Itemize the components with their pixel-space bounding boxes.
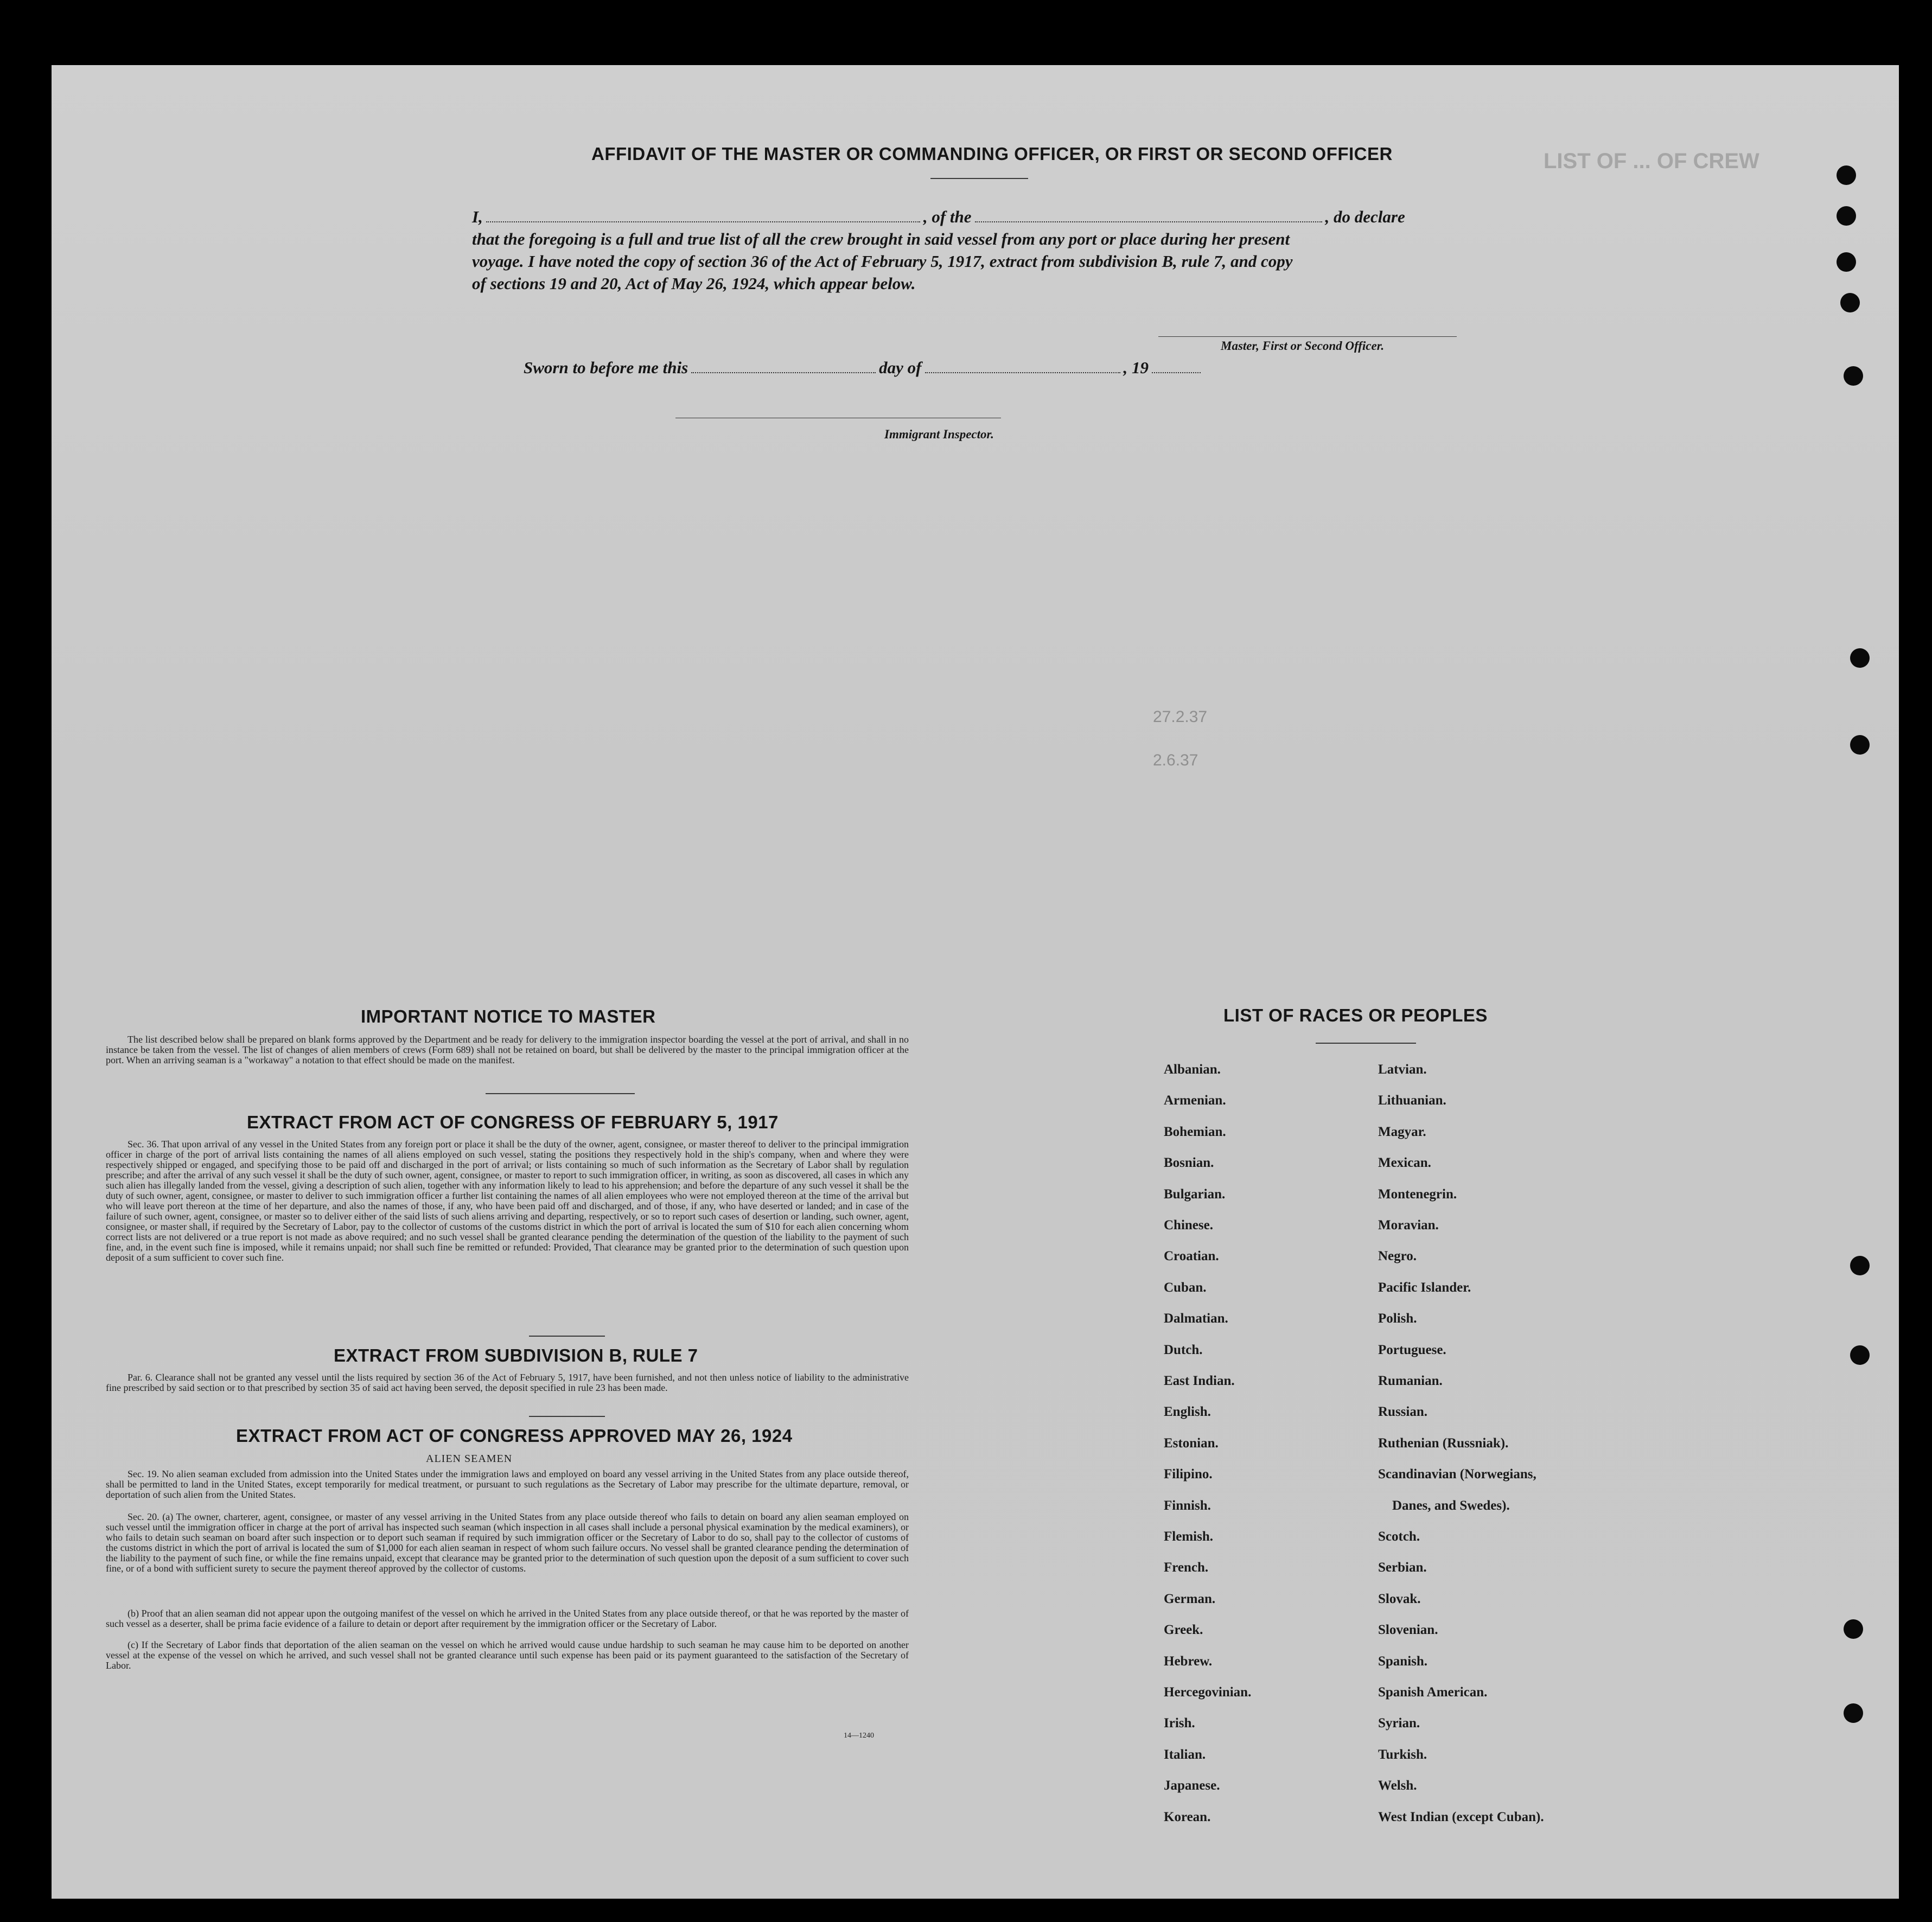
extract-1924-sec20c: (c) If the Secretary of Labor finds that deportation of the alien seaman on the vessel on which he arrived would cause undue hardship to such seaman he may cause him to be deported on another vessel at the expense of the vessel on which he arrived, and such vessel shall not be granted clearance until such expense has been paid or its payment guaranteed to the satisfaction of the Secretary of Labor.	[106, 1639, 909, 1671]
binder-hole	[1850, 1256, 1870, 1275]
race-item: Syrian.	[1378, 1716, 1420, 1731]
race-item: Finnish.	[1164, 1498, 1211, 1513]
races-title: LIST OF RACES OR PEOPLES	[1223, 1005, 1488, 1025]
race-item: Danes, and Swedes).	[1392, 1498, 1510, 1513]
race-item: Pacific Islander.	[1378, 1280, 1471, 1295]
binder-hole	[1837, 165, 1856, 185]
race-item: Ruthenian (Russniak).	[1378, 1435, 1509, 1451]
race-item: Russian.	[1378, 1404, 1428, 1420]
title-rule	[930, 178, 1028, 179]
race-item: Filipino.	[1164, 1467, 1213, 1482]
race-item: Spanish American.	[1378, 1685, 1488, 1700]
declaration-line-2: that the foregoing is a full and true list of all the crew brought in said vessel from any port or place during her present	[472, 229, 1290, 248]
race-item: Dalmatian.	[1164, 1311, 1228, 1326]
race-item: Latvian.	[1378, 1062, 1427, 1077]
race-item: Bohemian.	[1164, 1124, 1226, 1139]
extract-1917-title: EXTRACT FROM ACT OF CONGRESS OF FEBRUARY 5, 1917	[247, 1112, 779, 1132]
sworn-year-blank[interactable]	[1152, 359, 1201, 373]
race-item: Albanian.	[1164, 1062, 1221, 1077]
race-item: West Indian (except Cuban).	[1378, 1809, 1544, 1824]
extract-1924-sec19: Sec. 19. No alien seaman excluded from admission into the United States under the immigration laws and employed on board any vessel arriving in the United States from any place outside thereof, shall be permitted to land in the United States, except temporarily for medical treatment, or pursuant to such regulations as the Secretary of Labor may prescribe for the ultimate departure, removal, or deportation of such alien from the United States.	[106, 1468, 909, 1500]
declaration-declare: , do declare	[1325, 207, 1405, 226]
race-item: Magyar.	[1378, 1124, 1426, 1139]
extract-1924-title: EXTRACT FROM ACT OF CONGRESS APPROVED MAY 26, 1924	[236, 1426, 793, 1446]
sworn-line	[524, 358, 1204, 378]
sworn-month-blank[interactable]	[925, 359, 1120, 373]
binder-hole	[1837, 252, 1856, 272]
declaration-of-the: , of the	[923, 207, 972, 226]
race-item: German.	[1164, 1591, 1216, 1606]
declaration-i: I,	[472, 207, 483, 226]
race-item: Portuguese.	[1378, 1342, 1446, 1357]
binder-hole	[1844, 1703, 1863, 1723]
extract-1924-sec20a: Sec. 20. (a) The owner, charterer, agent, consignee, or master of any vessel arriving in the United States from any place outside thereof who fails to detain on board any alien seaman employed on such vessel until the immigration officer in charge at the port of arrival has inspected such seaman (which inspection in all cases shall include a personal physical examination by the medical examiners), or who fails to detain such seaman on board after such inspection or to deport such seaman if required by such immigration officer or the Secretary of Labor to do so, shall pay to the collector of customs of the customs district in which the port of arrival is located the sum of $1,000 for each alien seaman in respect of whom such failure occurs. No vessel shall be granted clearance pending the determination of the liability to the payment of such fine, or while the fine remains unpaid, except that clearance may be granted prior to the determination of such question upon the deposit of a sum sufficient to cover such fine, or of a bond with sufficient surety to secure the payment thereof approved by the collector of customs.	[106, 1511, 909, 1574]
inspector-label: Immigrant Inspector.	[884, 427, 994, 441]
race-item: Greek.	[1164, 1623, 1203, 1638]
race-item: Bosnian.	[1164, 1155, 1214, 1171]
bleedthrough-date: 2.6.37	[1153, 751, 1198, 769]
bleedthrough-header: LIST OF ... OF CREW	[1544, 149, 1759, 173]
race-item: Montenegrin.	[1378, 1186, 1457, 1202]
race-item: Italian.	[1164, 1747, 1206, 1762]
race-item: Slovak.	[1378, 1591, 1421, 1606]
declaration-line-1	[472, 207, 1405, 227]
race-item: Lithuanian.	[1378, 1093, 1446, 1108]
sworn-prefix: Sworn to before me this	[524, 358, 688, 377]
binder-hole	[1844, 1619, 1863, 1639]
master-signature-line[interactable]	[1158, 336, 1457, 337]
rule7-title: EXTRACT FROM SUBDIVISION B, RULE 7	[334, 1345, 698, 1365]
affidavit-title: AFFIDAVIT OF THE MASTER OR COMMANDING OFFICER, OR FIRST OR SECOND OFFICER	[591, 144, 1393, 164]
races-rule	[1316, 1043, 1416, 1044]
binder-hole	[1850, 648, 1870, 668]
sworn-day-of: day of	[879, 358, 922, 377]
race-item: Negro.	[1378, 1249, 1417, 1264]
race-item: Bulgarian.	[1164, 1186, 1226, 1202]
race-item: Dutch.	[1164, 1342, 1203, 1357]
notice-title: IMPORTANT NOTICE TO MASTER	[361, 1006, 656, 1026]
sworn-year: , 19	[1123, 358, 1149, 377]
race-item: Rumanian.	[1378, 1374, 1443, 1388]
binder-hole	[1850, 1345, 1870, 1365]
race-item: Serbian.	[1378, 1560, 1427, 1575]
master-signature-label: Master, First or Second Officer.	[1221, 339, 1385, 353]
rule7-text: Par. 6. Clearance shall not be granted any vessel until the lists required by section 36 of the Act of February 5, 1917, have been furnished, and not then unless notice of liability to the administrative fine prescribed by said section or to that prescribed by section 35 of said act having been served, the deposit specified in rule 23 has been made.	[106, 1372, 909, 1393]
binder-hole	[1850, 735, 1870, 755]
notice-text: The list described below shall be prepared on blank forms approved by the Department and be ready for delivery to the immigration inspector boarding the vessel at the port of arrival, and shall in no instance be taken from the vessel. The list of changes of alien members of crews (Form 689) shall not be retained on board, but shall be delivered by the master to the principal immigration officer at the port. When an arriving seaman is a "workaway" a notation to that effect should be made on the manifest.	[106, 1034, 909, 1065]
race-item: Hebrew.	[1164, 1653, 1213, 1669]
declaration-line-4: of sections 19 and 20, Act of May 26, 1924, which appear below.	[472, 274, 916, 293]
race-item: Turkish.	[1378, 1747, 1427, 1762]
name-blank[interactable]	[486, 208, 920, 222]
binder-hole	[1840, 293, 1860, 312]
race-item: Spanish.	[1378, 1653, 1428, 1669]
race-item: Estonian.	[1164, 1435, 1219, 1451]
race-item: Flemish.	[1164, 1529, 1213, 1544]
extract-1917-rule	[529, 1336, 605, 1337]
binder-hole	[1844, 366, 1863, 386]
race-item: Armenian.	[1164, 1093, 1226, 1108]
vessel-blank[interactable]	[975, 208, 1322, 222]
race-item: Cuban.	[1164, 1280, 1207, 1295]
race-item: Japanese.	[1164, 1778, 1220, 1793]
race-item: Mexican.	[1378, 1155, 1431, 1171]
notice-rule	[486, 1093, 635, 1094]
race-item: Moravian.	[1378, 1218, 1439, 1233]
form-number: 14—1240	[844, 1732, 874, 1740]
race-item: Hercegovinian.	[1164, 1685, 1252, 1700]
extract-1924-sec20b: (b) Proof that an alien seaman did not appear upon the outgoing manifest of the vessel on which he arrived in the United States from any place outside thereof, or that he was reported by the master of such vessel as a deserter, shall be prima facie evidence of a failure to detain or deport after requirement by the immigration officer or the Secretary of Labor.	[106, 1608, 909, 1629]
rule7-rule	[529, 1416, 605, 1417]
race-item: Scandinavian (Norwegians,	[1378, 1467, 1536, 1482]
race-item: Welsh.	[1378, 1778, 1417, 1793]
race-item: Chinese.	[1164, 1218, 1213, 1233]
sworn-day-blank[interactable]	[691, 359, 876, 373]
race-item: French.	[1164, 1560, 1209, 1575]
race-item: Croatian.	[1164, 1249, 1219, 1264]
race-item: Slovenian.	[1378, 1623, 1438, 1638]
race-item: English.	[1164, 1404, 1211, 1420]
declaration-line-3: voyage. I have noted the copy of section 36 of the Act of February 5, 1917, extract from subdivision B, rule 7, and copy	[472, 252, 1293, 271]
binder-hole	[1837, 206, 1856, 226]
race-item: Korean.	[1164, 1809, 1211, 1824]
race-item: Polish.	[1378, 1311, 1417, 1326]
extract-1917-text: Sec. 36. That upon arrival of any vessel in the United States from any foreign port or place it shall be the duty of the owner, agent, consignee, or master thereof to deliver to the principal immigration officer in charge of the port of arrival lists containing the names of all aliens employed on such vessel, stating the positions they respectively hold in the ship's company, when and where they were respectively shipped or engaged, and specifying those to be paid off and discharged in the port of arrival; or lists containing so much of such information as the Secretary of Labor shall by regulation prescribe; and after the arrival of any such vessel it shall be the duty of such owner, agent, consignee, or master to report to such immigration officer, in writing, as soon as discovered, all cases in which any such alien has illegally landed from the vessel, giving a description of such alien, together with any information likely to lead to his apprehension; and before the departure of any such vessel it shall be the duty of such owner, agent, consignee, or master to deliver to such immigration officer a further list containing the names of all alien employees who were not employed thereon at the time of the arrival but who will leave port thereon at the time of her departure, and also the names of those, if any, who have been paid off and discharged, and of those, if any, who have deserted or landed; and in case of the failure of such owner, agent, consignee, or master so to deliver either of the said lists of such aliens arriving and departing, respectively, or so to report such cases of desertion or landing, such owner, agent, consignee, or master shall, if required by the Secretary of Labor, pay to the collector of customs of the customs district in which the port of arrival is located the sum of $10 for each alien concerning whom correct lists are not delivered or a true report is not made as above required; and no such vessel shall be granted clearance pending the determination of the question of the liability to the payment of such fine, and, in the event such fine is imposed, while it remains unpaid; nor shall such fine be remitted or refunded: Provided, That clearance may be granted prior to the determination of such question upon deposit of a sum sufficient to cover such fine.	[106, 1139, 909, 1263]
extract-1924-subtitle: ALIEN SEAMEN	[426, 1453, 513, 1465]
bleedthrough-date: 27.2.37	[1153, 708, 1208, 726]
document-page	[52, 65, 1899, 1899]
race-item: East Indian.	[1164, 1374, 1235, 1388]
race-item: Scotch.	[1378, 1529, 1420, 1544]
race-item: Irish.	[1164, 1716, 1195, 1731]
